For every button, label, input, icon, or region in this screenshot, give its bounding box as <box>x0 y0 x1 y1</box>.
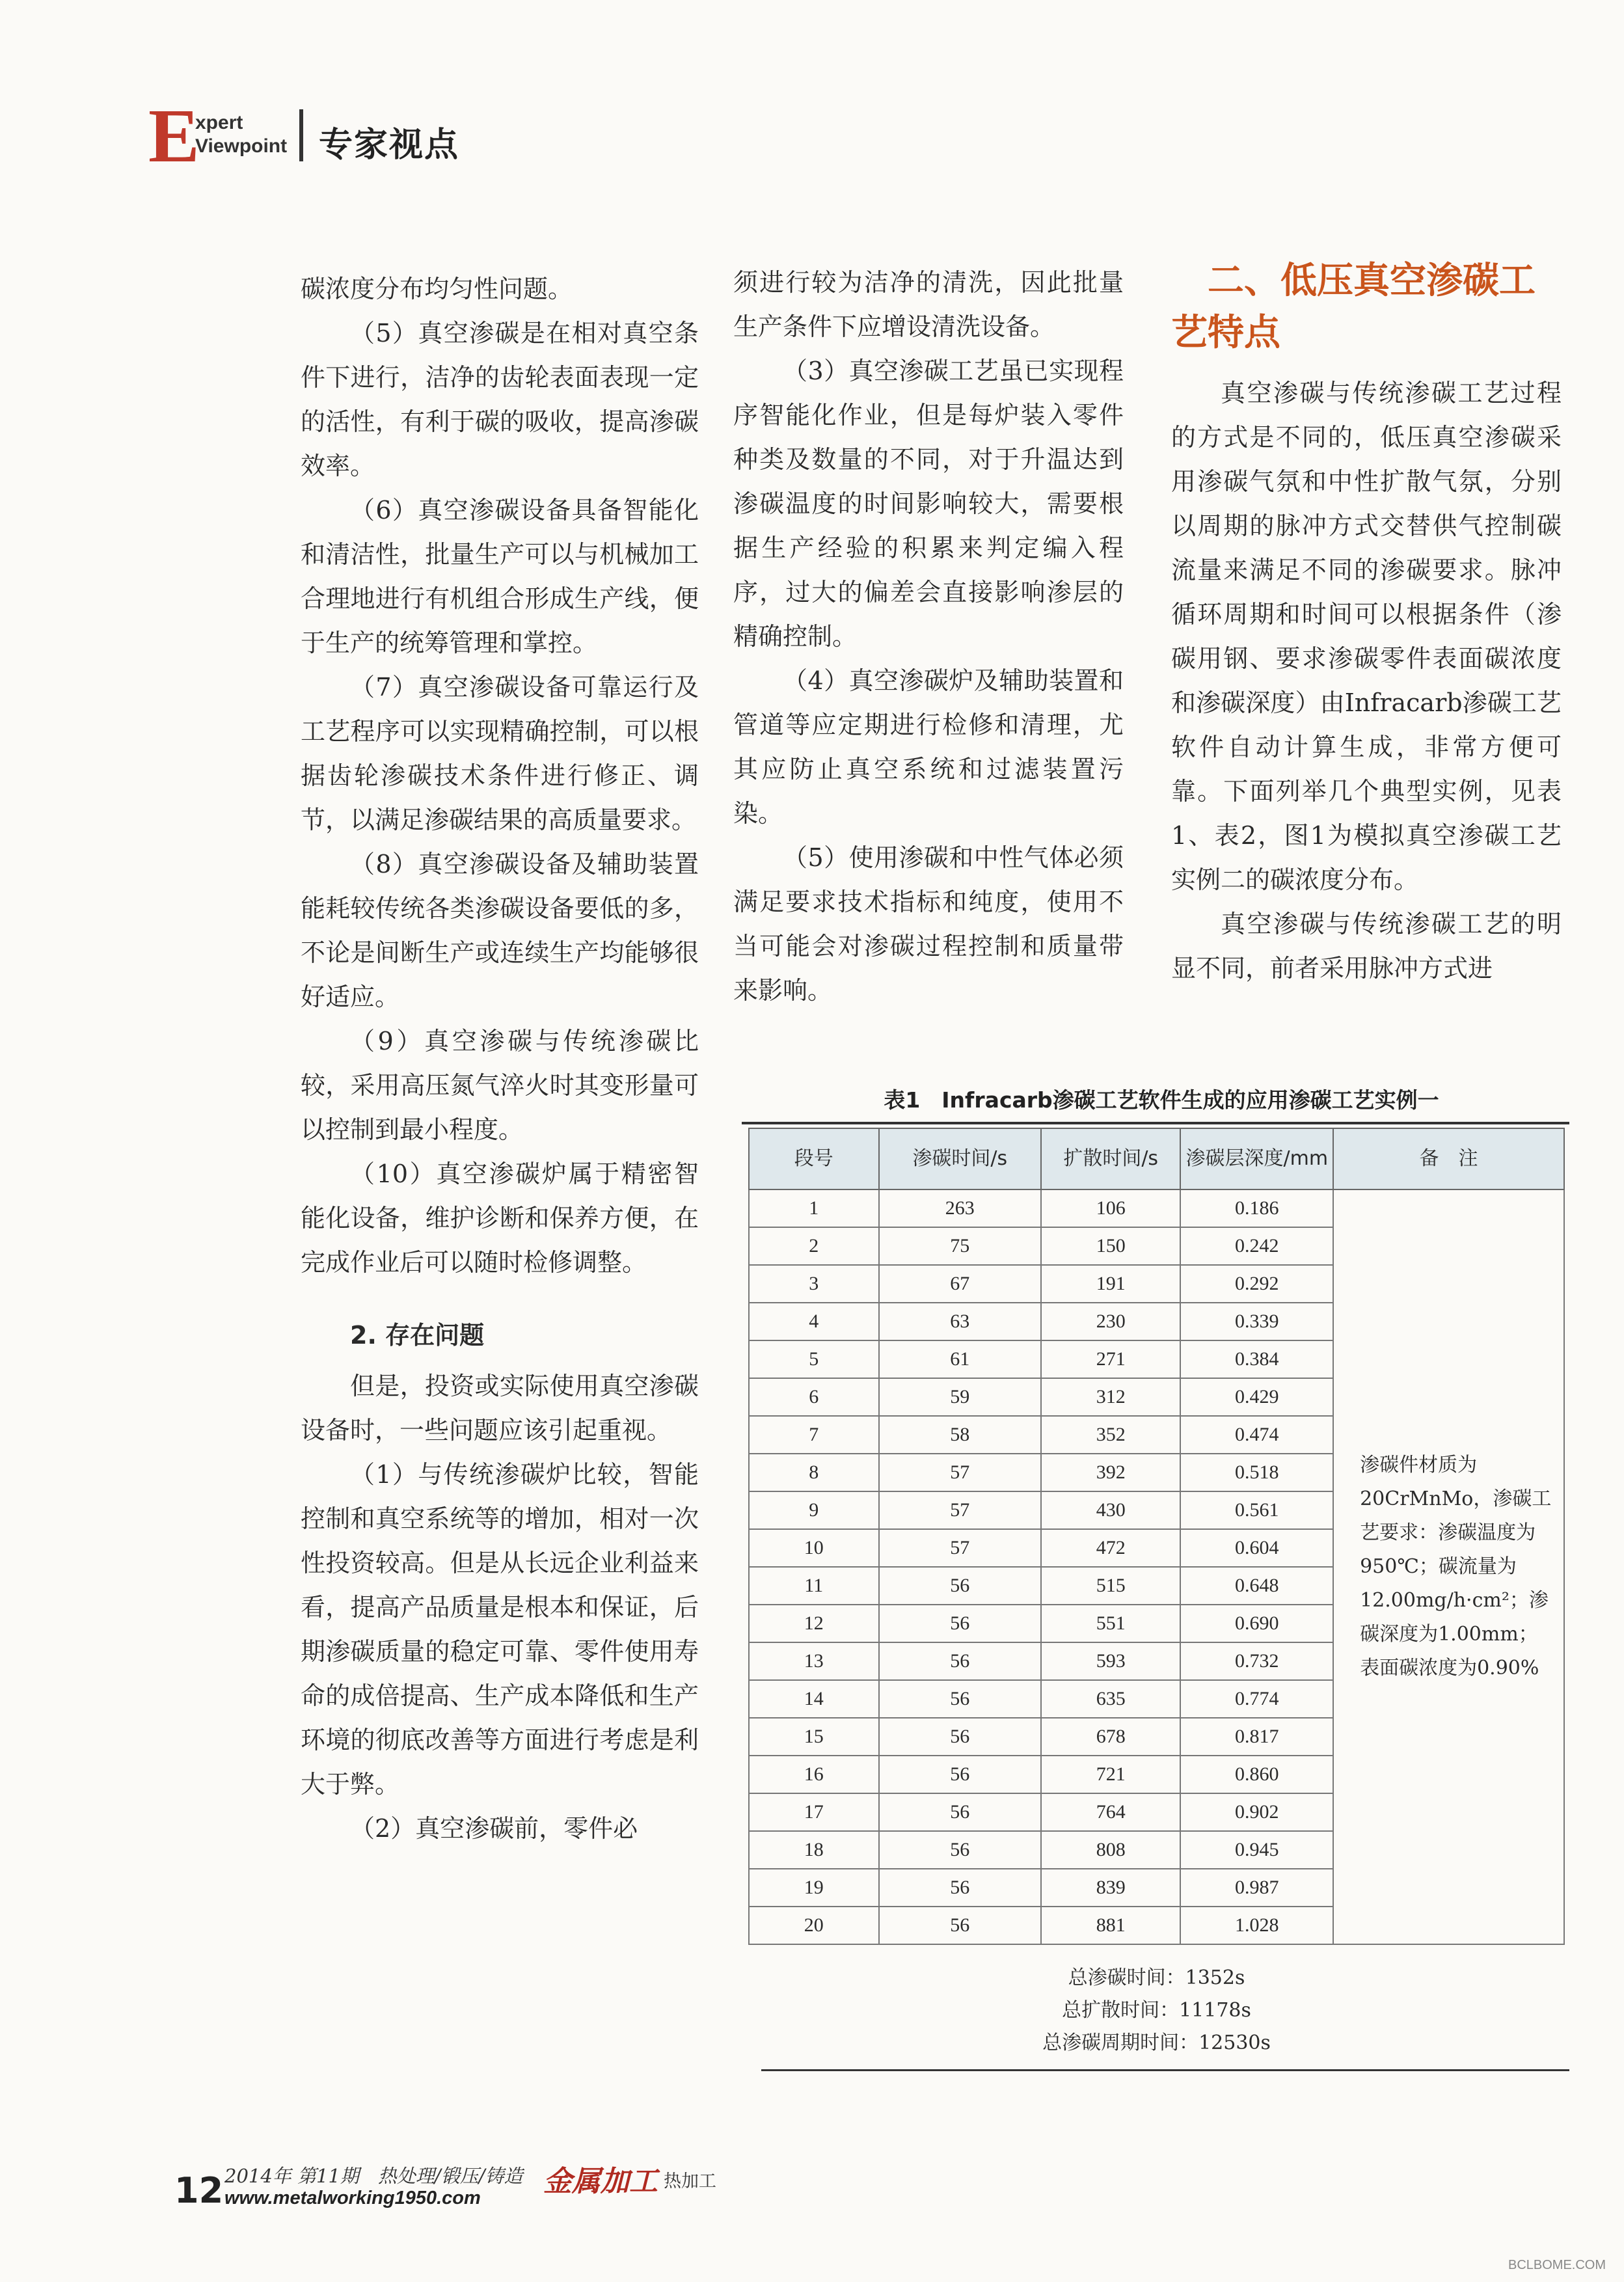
table-cell: 56 <box>879 1642 1041 1680</box>
table-cell: 56 <box>879 1567 1041 1605</box>
total-carburizing-time: 总渗碳时间：1352s <box>1068 1966 1245 1989</box>
table-cell: 59 <box>879 1378 1041 1416</box>
table-cell: 0.384 <box>1180 1340 1333 1378</box>
table-cell: 0.604 <box>1180 1529 1333 1567</box>
table-cell: 56 <box>879 1605 1041 1642</box>
paragraph: （8）真空渗碳设备及辅助装置能耗较传统各类渗碳设备要低的多，不论是间断生产或连续生产均能够很好适应。 <box>301 850 699 1011</box>
table-cell: 15 <box>749 1718 879 1756</box>
table-cell: 230 <box>1041 1303 1181 1340</box>
table-cell: 106 <box>1041 1189 1181 1227</box>
table-caption: 表1 Infracarb渗碳工艺软件生成的应用渗碳工艺实例一 <box>884 1087 1439 1113</box>
table-cell: 2 <box>749 1227 879 1265</box>
table-cell: 0.648 <box>1180 1567 1333 1605</box>
table-cell: 9 <box>749 1491 879 1529</box>
column-header: 备 注 <box>1333 1128 1564 1189</box>
table-cell: 0.474 <box>1180 1416 1333 1454</box>
table-cell: 6 <box>749 1378 879 1416</box>
table-cell: 263 <box>879 1189 1041 1227</box>
paragraph: （4）真空渗碳炉及辅助装置和管道等应定期进行检修和清理，尤其应防止真空系统和过滤装置污染。 <box>733 666 1124 828</box>
table-cell: 56 <box>879 1793 1041 1831</box>
magazine-logo: 金属加工 <box>543 2165 658 2198</box>
paragraph: 真空渗碳与传统渗碳工艺过程的方式是不同的，低压真空渗碳采用渗碳气氛和中性扩散气氛，分别以周期的脉冲方式交替供气控制碳流量来满足不同的渗碳要求。脉冲循环周期和时间可以根据条件（渗碳用钢、要求渗碳零件表面碳浓度和渗碳深度）由Infracarb渗碳工艺软件自动计算生成，非常方便可靠。下面列举几个典型实例，见表1、表2，图1为模拟真空渗碳工艺实例二的碳浓度分布。 <box>1171 379 1562 894</box>
table-cell: 392 <box>1041 1454 1181 1491</box>
table-cell: 57 <box>879 1454 1041 1491</box>
table-cell: 56 <box>879 1907 1041 1944</box>
table-cell: 67 <box>879 1265 1041 1303</box>
paragraph: （2）真空渗碳前，零件必 <box>350 1814 638 1843</box>
column-2 <box>733 260 1124 1012</box>
table-cell: 764 <box>1041 1793 1181 1831</box>
table-cell: 0.732 <box>1180 1642 1333 1680</box>
table-cell: 11 <box>749 1567 879 1605</box>
table-top-rule <box>742 1122 1569 1124</box>
table-cell: 150 <box>1041 1227 1181 1265</box>
table-cell: 808 <box>1041 1831 1181 1869</box>
column-header: 渗碳时间/s <box>879 1128 1041 1189</box>
table-cell: 56 <box>879 1831 1041 1869</box>
table-cell: 10 <box>749 1529 879 1567</box>
table-cell: 1 <box>749 1189 879 1227</box>
table-cell: 56 <box>879 1756 1041 1793</box>
table-cell: 75 <box>879 1227 1041 1265</box>
paragraph: （5）真空渗碳是在相对真空条件下进行，洁净的齿轮表面表现一定的活性，有利于碳的吸收，提高渗碳效率。 <box>301 319 699 480</box>
table-cell: 0.186 <box>1180 1189 1333 1227</box>
header-divider <box>299 109 303 161</box>
watermark: BCLBOME.COM <box>1508 2258 1606 2272</box>
header-logo-letter: E <box>148 93 200 178</box>
page-number: 12 <box>174 2170 224 2211</box>
total-diffusion-time: 总扩散时间：11178s <box>1062 1999 1251 2022</box>
table-cell: 0.945 <box>1180 1831 1333 1869</box>
table-cell: 678 <box>1041 1718 1181 1756</box>
table-note-cell: 渗碳件材质为20CrMnMo，渗碳工艺要求：渗碳温度为950℃；碳流量为12.00mg/h·cm²；渗碳深度为1.00mm；表面碳浓度为0.90% <box>1333 1189 1564 1944</box>
table-cell: 56 <box>879 1680 1041 1718</box>
table-cell: 16 <box>749 1756 879 1793</box>
paragraph: 真空渗碳与传统渗碳工艺的明显不同，前者采用脉冲方式进 <box>1171 910 1562 983</box>
column-3 <box>1171 371 1562 990</box>
table-cell: 61 <box>879 1340 1041 1378</box>
paragraph: 碳浓度分布均匀性问题。 <box>301 275 573 303</box>
table-cell: 721 <box>1041 1756 1181 1793</box>
website-url: www.metalworking1950.com <box>224 2188 481 2208</box>
paragraph: （7）真空渗碳设备可靠运行及工艺程序可以实现精确控制，可以根据齿轮渗碳技术条件进行修正、调节，以满足渗碳结果的高质量要求。 <box>301 673 699 834</box>
total-cycle-time: 总渗碳周期时间：12530s <box>1042 2031 1271 2054</box>
table-cell: 13 <box>749 1642 879 1680</box>
table-cell: 5 <box>749 1340 879 1378</box>
column-header: 扩散时间/s <box>1041 1128 1181 1189</box>
table-cell: 635 <box>1041 1680 1181 1718</box>
table-cell: 271 <box>1041 1340 1181 1378</box>
table-cell: 56 <box>879 1869 1041 1907</box>
table-cell: 593 <box>1041 1642 1181 1680</box>
table-cell: 0.561 <box>1180 1491 1333 1529</box>
table-cell: 1.028 <box>1180 1907 1333 1944</box>
table-cell: 0.292 <box>1180 1265 1333 1303</box>
magazine-subtitle: 热加工 <box>664 2171 716 2192</box>
paragraph: （10）真空渗碳炉属于精密智能化设备，维护诊断和保养方便，在完成作业后可以随时检修调整。 <box>301 1160 699 1277</box>
table-cell: 515 <box>1041 1567 1181 1605</box>
table-cell: 0.339 <box>1180 1303 1333 1340</box>
paragraph: （9）真空渗碳与传统渗碳比较，采用高压氮气淬火时其变形量可以控制到最小程度。 <box>301 1027 699 1144</box>
table-cell: 0.690 <box>1180 1605 1333 1642</box>
table-cell: 57 <box>879 1529 1041 1567</box>
issue-info: 2014年 第11期 热处理/锻压/铸造 <box>224 2165 523 2187</box>
paragraph: （1）与传统渗碳炉比较，智能控制和真空系统等的增加，相对一次性投资较高。但是从长远企业利益来看，提高产品质量是根本和保证，后期渗碳质量的稳定可靠、零件使用寿命的成倍提高、生产成本降低和生产环境的彻底改善等方面进行考虑是利大于弊。 <box>301 1460 699 1799</box>
table-cell: 57 <box>879 1491 1041 1529</box>
table-cell: 3 <box>749 1265 879 1303</box>
table-cell: 4 <box>749 1303 879 1340</box>
table-cell: 7 <box>749 1416 879 1454</box>
table-cell: 19 <box>749 1869 879 1907</box>
paragraph: （3）真空渗碳工艺虽已实现程序智能化作业，但是每炉装入零件种类及数量的不同，对于升温达到渗碳温度的时间影响较大，需要根据生产经验的积累来判定编入程序，过大的偏差会直接影响渗层的精确控制。 <box>733 357 1124 651</box>
table-cell: 17 <box>749 1793 879 1831</box>
table-cell: 430 <box>1041 1491 1181 1529</box>
table-cell: 20 <box>749 1907 879 1944</box>
subsection-heading: 2. 存在问题 <box>350 1321 485 1350</box>
table-cell: 0.860 <box>1180 1756 1333 1793</box>
paragraph: 须进行较为洁净的清洗，因此批量生产条件下应增设清洗设备。 <box>733 268 1124 341</box>
header-section-title: 专家视点 <box>319 126 460 165</box>
table-cell: 839 <box>1041 1869 1181 1907</box>
paragraph: 但是，投资或实际使用真空渗碳设备时，一些问题应该引起重视。 <box>301 1372 699 1445</box>
paragraph: （6）真空渗碳设备具备智能化和清洁性，批量生产可以与机械加工合理地进行有机组合形成生产线，便于生产的统筹管理和掌控。 <box>301 496 699 657</box>
column-1 <box>301 267 699 1851</box>
table-cell: 881 <box>1041 1907 1181 1944</box>
section-title: 二、低压真空渗碳工艺特点 <box>1171 260 1536 354</box>
column-header: 渗碳层深度/mm <box>1180 1128 1333 1189</box>
table-cell: 472 <box>1041 1529 1181 1567</box>
table-cell: 8 <box>749 1454 879 1491</box>
table-body <box>749 1189 1564 1944</box>
table-cell: 63 <box>879 1303 1041 1340</box>
table-cell: 12 <box>749 1605 879 1642</box>
column-header: 段号 <box>749 1128 879 1189</box>
table-cell: 551 <box>1041 1605 1181 1642</box>
header-logo-line2: Viewpoint <box>195 135 288 157</box>
table-cell: 0.429 <box>1180 1378 1333 1416</box>
data-table <box>748 1128 1565 1945</box>
table-totals <box>748 1962 1565 2059</box>
table-row <box>749 1189 1564 1227</box>
table-cell: 191 <box>1041 1265 1181 1303</box>
table-cell: 0.518 <box>1180 1454 1333 1491</box>
table-cell: 0.774 <box>1180 1680 1333 1718</box>
table-cell: 58 <box>879 1416 1041 1454</box>
table-cell: 18 <box>749 1831 879 1869</box>
table-cell: 0.817 <box>1180 1718 1333 1756</box>
table-cell: 14 <box>749 1680 879 1718</box>
table-cell: 352 <box>1041 1416 1181 1454</box>
table-cell: 312 <box>1041 1378 1181 1416</box>
table-cell: 0.902 <box>1180 1793 1333 1831</box>
table-cell: 0.242 <box>1180 1227 1333 1265</box>
header-logo-line1: xpert <box>195 112 243 133</box>
table-cell: 56 <box>879 1718 1041 1756</box>
table-bottom-rule <box>761 2069 1569 2071</box>
paragraph: （5）使用渗碳和中性气体必须满足要求技术指标和纯度，使用不当可能会对渗碳过程控制和质量带来影响。 <box>733 843 1124 1005</box>
table-header-row <box>749 1128 1564 1189</box>
table-cell: 0.987 <box>1180 1869 1333 1907</box>
